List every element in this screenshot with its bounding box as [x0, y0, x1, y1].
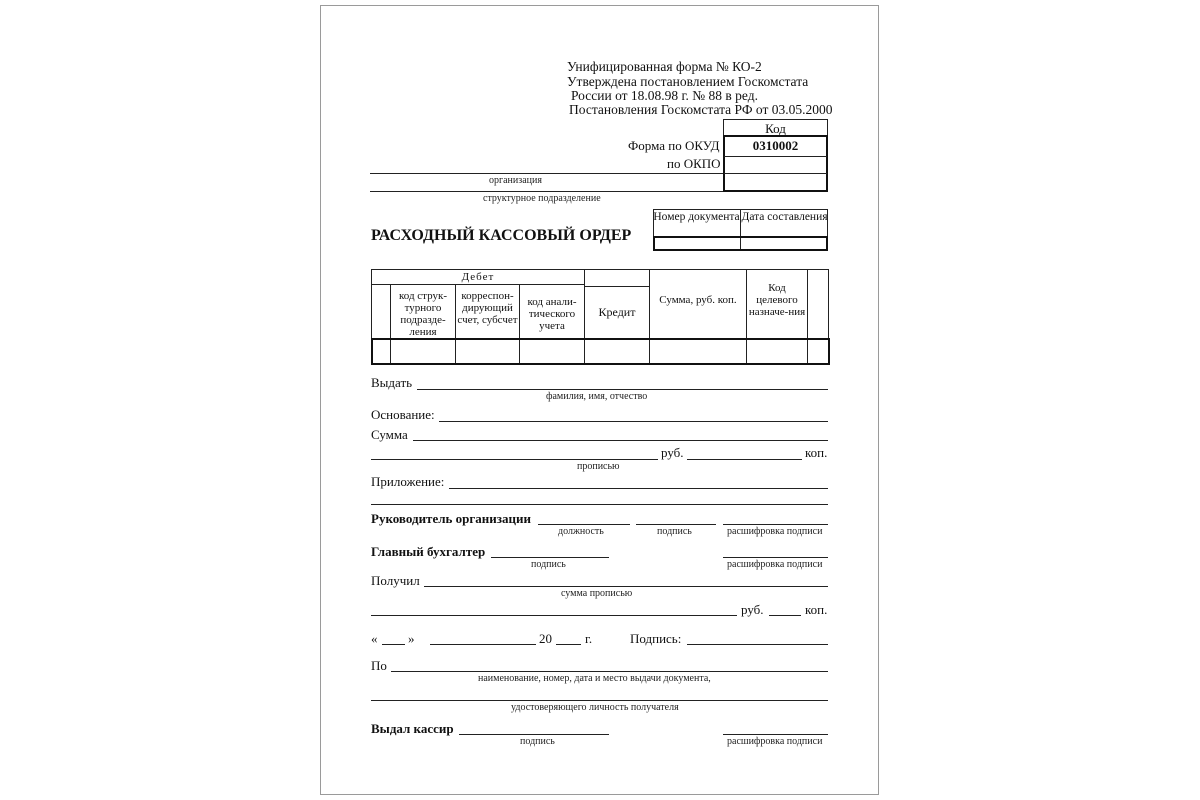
- okud-label: Форма по ОКУД: [628, 138, 720, 153]
- document-caption: наименование, номер, дата и место выдачи документа,: [478, 673, 711, 684]
- by-label: По: [371, 658, 387, 673]
- director-position-caption: должность: [558, 526, 604, 537]
- received-label: Получил: [371, 573, 420, 588]
- attachment-label: Приложение:: [371, 474, 445, 489]
- doc-date-header: Дата составления: [741, 211, 828, 223]
- cashier-decoding-caption: расшифровка подписи: [727, 736, 823, 747]
- cashier-signature-caption: подпись: [520, 736, 555, 747]
- col-sum-header: Сумма, руб. коп.: [659, 294, 737, 306]
- form-header-line-3: России от 18.08.98 г. № 88 в ред.: [571, 88, 758, 103]
- signature-label: Подпись:: [630, 631, 682, 646]
- organization-line[interactable]: [370, 173, 723, 174]
- debit-header: Дебет: [461, 271, 495, 283]
- col-analytic-header: код анали-тического учета: [527, 296, 577, 332]
- director-decoding-line[interactable]: [723, 524, 828, 525]
- main-table-data-row[interactable]: [371, 338, 830, 365]
- identity-caption: удостоверяющего личность получателя: [511, 702, 679, 713]
- received-signature-line[interactable]: [687, 644, 828, 645]
- director-signature-line[interactable]: [636, 524, 716, 525]
- doc-number-input[interactable]: [655, 238, 739, 249]
- cashier-decoding-line[interactable]: [723, 734, 828, 735]
- director-label: Руководитель организации: [371, 511, 531, 526]
- words-caption: прописью: [577, 461, 620, 472]
- okud-value: 0310002: [752, 138, 799, 153]
- attachment-line[interactable]: [449, 488, 828, 489]
- sum-kop-line[interactable]: [687, 459, 802, 460]
- form-header-line-1: Унифицированная форма № КО-2: [567, 59, 762, 74]
- document-line[interactable]: [391, 671, 828, 672]
- issue-line[interactable]: [417, 389, 828, 390]
- form-header-line-2: Утверждена постановлением Госкомстата: [567, 74, 809, 89]
- credit-top-divider: [585, 286, 649, 287]
- organization-caption: организация: [489, 175, 542, 186]
- doc-number-header: Номер документа: [653, 211, 740, 223]
- cash-order-form: [320, 5, 879, 795]
- cashier-label: Выдал кассир: [371, 721, 454, 736]
- document-title: РАСХОДНЫЙ КАССОВЫЙ ОРДЕР: [371, 227, 632, 244]
- sum-line[interactable]: [413, 440, 828, 441]
- chief-accountant-signature-line[interactable]: [491, 557, 609, 558]
- received-line[interactable]: [424, 586, 828, 587]
- col-division-header: код струк-турного подразде-ления: [398, 290, 447, 338]
- okpo-value-field[interactable]: [723, 157, 828, 174]
- identity-line[interactable]: [371, 700, 828, 701]
- director-signature-caption: подпись: [657, 526, 692, 537]
- sum-rub-label: руб.: [661, 445, 684, 460]
- year-suffix: г.: [585, 631, 593, 646]
- division-caption: структурное подразделение: [483, 193, 601, 204]
- received-rub-label: руб.: [741, 602, 764, 617]
- chief-accountant-decoding-line[interactable]: [723, 557, 828, 558]
- col-credit-header: Кредит: [598, 305, 636, 319]
- date-open-quote: «: [371, 631, 378, 646]
- chief-accountant-decoding-caption: расшифровка подписи: [727, 559, 823, 570]
- received-kop-label: коп.: [805, 602, 828, 617]
- attachment-line-2[interactable]: [371, 504, 828, 505]
- col-account-header: корреспон-дирующий счет, субсчет: [457, 290, 518, 326]
- col-target-header: Код целевого назначе-ния: [748, 282, 806, 318]
- division-line[interactable]: [370, 191, 723, 192]
- sum-kop-label: коп.: [805, 445, 828, 460]
- sum-label: Сумма: [371, 427, 408, 442]
- sum-words-caption: сумма прописью: [561, 588, 633, 599]
- date-year-line[interactable]: [556, 644, 581, 645]
- issue-caption: фамилия, имя, отчество: [546, 391, 648, 402]
- basis-line[interactable]: [439, 421, 828, 422]
- sum-words-line[interactable]: [371, 459, 658, 460]
- code-header: Код: [765, 121, 786, 136]
- date-close-quote: »: [408, 631, 415, 646]
- form-header-line-4: Постановления Госкомстата РФ от 03.05.2000: [569, 102, 833, 117]
- director-decoding-caption: расшифровка подписи: [727, 526, 823, 537]
- received-kop-line[interactable]: [769, 615, 801, 616]
- year-prefix: 20: [539, 631, 552, 646]
- debit-divider: [371, 284, 585, 285]
- basis-label: Основание:: [371, 407, 435, 422]
- chief-accountant-label: Главный бухгалтер: [371, 544, 486, 559]
- code-header-cell: [723, 119, 828, 136]
- date-day-line[interactable]: [382, 644, 405, 645]
- okpo-label: по ОКПО: [667, 156, 721, 171]
- chief-accountant-signature-caption: подпись: [531, 559, 566, 570]
- date-month-line[interactable]: [430, 644, 536, 645]
- doc-date-input[interactable]: [742, 238, 826, 249]
- received-words-line[interactable]: [371, 615, 737, 616]
- cashier-signature-line[interactable]: [459, 734, 609, 735]
- director-position-line[interactable]: [538, 524, 630, 525]
- issue-label: Выдать: [371, 375, 413, 390]
